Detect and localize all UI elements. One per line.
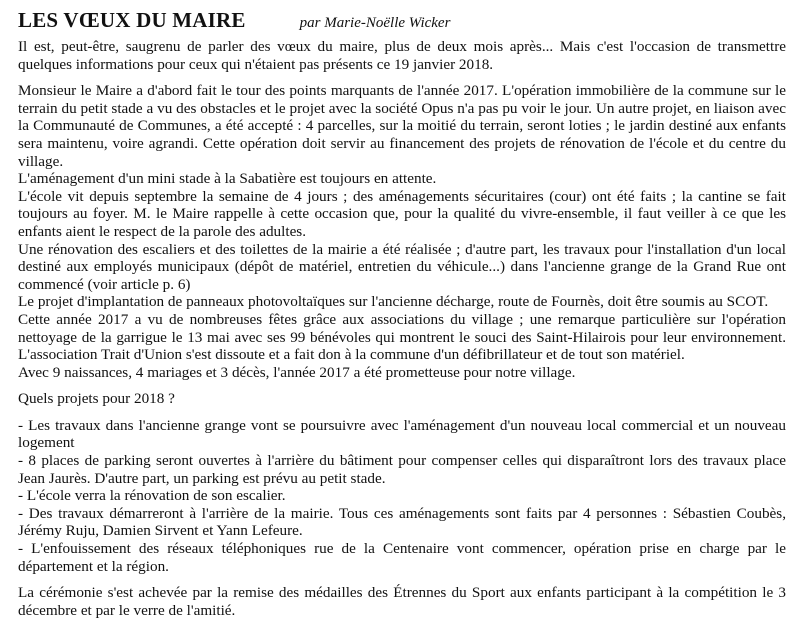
review-paragraph: Le projet d'implantation de panneaux photovoltaïques sur l'ancienne décharge, route de Fournès, doit être soumis au SCOT. — [18, 293, 769, 311]
project-item: - L'enfouissement des réseaux téléphoniques rue de la Centenaire vont commencer, opération prise en charge par le département et la région. — [18, 540, 786, 575]
project-item: - Les travaux dans l'ancienne grange vont se poursuivre avec l'aménagement d'un nouveau local commercial et un nouveau logement — [18, 416, 786, 452]
intro-paragraph: Il est, peut-être, saugrenu de parler des vœux du maire, plus de deux mois après... Mais c'est l'occasion de transmettre quelques informations pour ceux qui n'étaient pas présents ce 19 janvier 2018. — [18, 38, 786, 73]
closing-paragraph: La cérémonie s'est achevée par la remise des médailles des Étrennes du Sport aux enfants participant à la compétition le 3 décembre et par le verre de l'amitié. — [18, 584, 786, 619]
review-paragraph: Cette année 2017 a vu de nombreuses fêtes grâce aux associations du village ; une remarque particulière sur l'opération nettoyage de la garrigue le 13 mai avec ses 99 bénévoles qui montrent le souci des Saint-Hilairois pour leur environnement. L'association Trait d'Union s'est dissoute et a fait don à la commune d'un défibrillateur et de tout son matériel. — [18, 310, 786, 364]
projects-heading: Quels projets pour 2018 ? — [18, 390, 175, 408]
review-paragraph: Monsieur le Maire a d'abord fait le tour des points marquants de l'année 2017. L'opération immobilière de la commune sur le terrain du petit stade a vu des obstacles et le projet avec la société Opus n'a pas pu voir le jour. Un autre projet, en liaison avec la Communauté de Communes, a été accepté : 4 parcelles, sur la moitié du terrain, seront loties ; le jardin destiné aux enfants sera maintenu, voire agrandi. Cette opération doit servir au financement des projets de rénovation de l'école et du centre du village. — [18, 82, 786, 170]
review-paragraph: L'école vit depuis septembre la semaine de 4 jours ; des aménagements sécuritaires (cour) ont été faits ; la cantine se fait toujours au foyer. M. le Maire rappelle à cette occasion que, pour la qualité du vivre-ensemble, il faut veiller à ce que les enfants aient le respect de la parole des adultes. — [18, 187, 786, 240]
article-header — [18, 8, 786, 38]
review-paragraph: Une rénovation des escaliers et des toilettes de la mairie a été réalisée ; d'autre part, les travaux pour l'installation d'un local destiné aux employés municipaux (dépôt de matériel, entretien du véhicule...) dans l'ancienne grange de la Grand Rue ont commencé (voir article p. 6) — [18, 240, 786, 293]
article-body — [18, 38, 786, 619]
article-author: par Marie-Noëlle Wicker — [299, 15, 451, 31]
project-item: - L'école verra la rénovation de son escalier. — [18, 487, 286, 505]
review-section — [18, 82, 786, 381]
projects-list — [18, 417, 786, 575]
review-paragraph: L'aménagement d'un mini stade à la Sabatière est toujours en attente. — [18, 170, 437, 188]
project-item: - Des travaux démarreront à l'arrière de la mairie. Tous ces aménagements sont faits par 4 personnes : Sébastien Coubès, Jérémy Ruju, Damien Sirvent et Yann Lefeure. — [18, 504, 786, 540]
review-paragraph: Avec 9 naissances, 4 mariages et 3 décès, l'année 2017 a été prometteuse pour notre village. — [18, 363, 576, 381]
project-item: - 8 places de parking seront ouvertes à l'arrière du bâtiment pour compenser celles qui disparaîtront lors des travaux place Jean Jaurès. D'autre part, un parking est prévu au petit stade. — [18, 452, 786, 487]
article-title: LES VŒUX DU MAIRE — [18, 8, 246, 32]
